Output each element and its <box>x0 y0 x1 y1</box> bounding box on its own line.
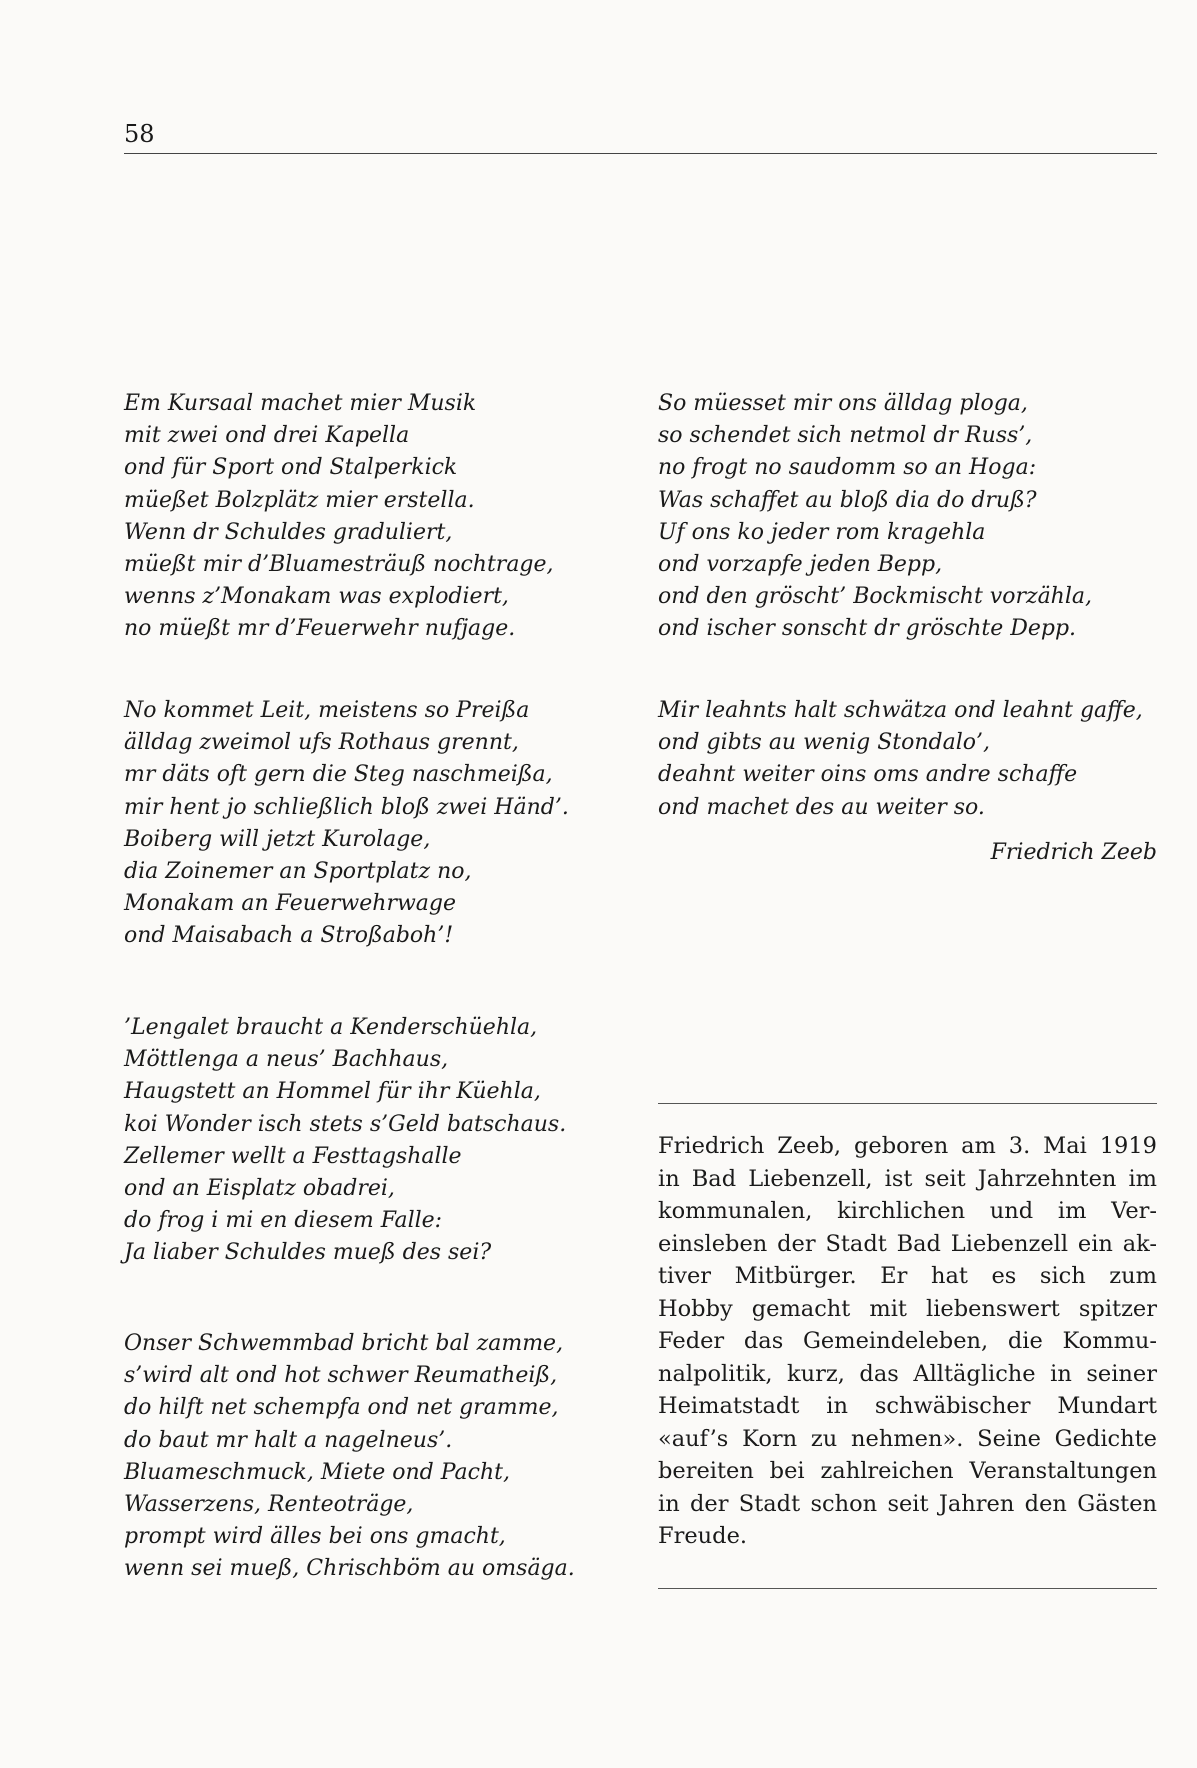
author-bio <box>658 1130 1157 1553</box>
bio-line: Freude. <box>658 1523 748 1549</box>
poem-line: Was schaffet au bloß dia do druß? <box>658 487 1037 513</box>
poem-line: Uf ons ko jeder rom kragehla <box>658 519 986 545</box>
poem-line: Monakam an Feuerwehrwage <box>124 891 457 917</box>
poem-line: do baut mr halt a nagelneus’. <box>124 1427 453 1453</box>
bio-line: Heimatstadt in schwäbischer Mundart <box>658 1393 1157 1419</box>
poem-line: Zellemer wellt a Festtagshalle <box>124 1143 462 1169</box>
poem-line: ’Lengalet braucht a Kenderschüehla, <box>124 1015 538 1040</box>
poem-stanza-4 <box>124 1328 644 1586</box>
poem-line: wenn sei mueß, Chrischböm au omsäga. <box>124 1556 575 1582</box>
poem-stanza-1 <box>124 388 644 646</box>
page-number: 58 <box>124 120 155 148</box>
bio-line: Friedrich Zeeb, geboren am 3. Mai 1919 <box>658 1133 1157 1159</box>
bio-line: kommunalen, kirchlichen und im Ver- <box>658 1198 1157 1224</box>
bio-line: Hobby gemacht mit liebenswert spitzer <box>658 1295 1157 1322</box>
poem-line: So müesset mir ons älldag ploga, <box>658 391 1028 416</box>
poem-line: Boiberg will jetzt Kurolage, <box>124 826 431 852</box>
poem-line: mr däts oft gern die Steg naschmeißa, <box>124 762 553 788</box>
poem-line: müeßet Bolzplätz mier erstella. <box>124 487 475 513</box>
poem-stanza-6 <box>658 695 1178 824</box>
bio-line: in der Stadt schon seit Jahren den Gästen <box>658 1490 1157 1517</box>
bio-line: einsleben der Stadt Bad Liebenzell ein ak- <box>658 1230 1157 1257</box>
poem-line: Mir leahnts halt schwätza ond leahnt gaffe, <box>658 698 1143 723</box>
poem-line: mit zwei ond drei Kapella <box>124 423 410 449</box>
bio-line: in Bad Liebenzell, ist seit Jahrzehnten im <box>658 1165 1157 1192</box>
poem-line: Bluameschmuck, Miete ond Pacht, <box>124 1459 510 1485</box>
poem-line: koi Wonder isch stets s’Geld batschaus. <box>124 1111 567 1137</box>
bio-line: nalpolitik, kurz, das Alltägliche in seiner <box>658 1360 1157 1387</box>
poem-line: älldag zweimol ufs Rothaus grennt, <box>124 730 519 756</box>
poem-line: dia Zoinemer an Sportplatz no, <box>124 859 472 885</box>
poem-line: prompt wird älles bei ons gmacht, <box>124 1524 506 1550</box>
poem-line: Wasserzens, Renteoträge, <box>124 1492 414 1518</box>
poem-author: Friedrich Zeeb <box>990 840 1157 865</box>
poem-line: Haugstett an Hommel für ihr Küehla, <box>124 1079 541 1105</box>
poem-line: ond vorzapfe jeden Bepp, <box>658 552 943 578</box>
poem-line: ond für Sport ond Stalperkick <box>124 455 458 481</box>
poem-line: mir hent jo schließlich bloß zwei Händ’. <box>124 794 569 820</box>
poem-line: ond machet des au weiter so. <box>658 794 985 820</box>
poem-line: do hilft net schempfa ond net gramme, <box>124 1395 559 1421</box>
bio-line: tiver Mitbürger. Er hat es sich zum <box>658 1263 1157 1289</box>
poem-line: wenns z’Monakam was explodiert, <box>124 584 509 610</box>
bio-line: Feder das Gemeindeleben, die Kommu- <box>658 1328 1157 1354</box>
poem-line: do frog i mi en diesem Falle: <box>124 1208 443 1234</box>
poem-line: Möttlenga a neus’ Bachhaus, <box>124 1047 449 1073</box>
poem-stanza-2 <box>124 695 644 953</box>
poem-line: no müeßt mr d’Feuerwehr nufjage. <box>124 616 516 642</box>
bio-top-rule <box>658 1103 1157 1104</box>
poem-line: Onser Schwemmbad bricht bal zamme, <box>124 1331 564 1356</box>
poem-line: Ja liaber Schuldes mueß des sei? <box>124 1240 492 1266</box>
poem-line: ond ischer sonscht dr gröschte Depp. <box>658 616 1077 642</box>
header-rule <box>124 153 1157 154</box>
poem-line: so schendet sich netmol dr Russ’, <box>658 423 1033 449</box>
poem-line: müeßt mir d’Bluamesträuß nochtrage, <box>124 552 554 578</box>
poem-line: deahnt weiter oins oms andre schaffe <box>658 762 1078 788</box>
poem-line: No kommet Leit, meistens so Preißa <box>124 698 530 723</box>
poem-line: ond an Eisplatz obadrei, <box>124 1176 395 1202</box>
bio-bottom-rule <box>658 1588 1157 1589</box>
poem-line: Em Kursaal machet mier Musik <box>124 391 477 416</box>
poem-line: ond gibts au wenig Stondalo’, <box>658 730 991 756</box>
poem-line: no frogt no saudomm so an Hoga: <box>658 455 1037 481</box>
poem-line: Wenn dr Schuldes graduliert, <box>124 519 453 545</box>
poem-line: ond Maisabach a Stroßaboh’! <box>124 923 454 949</box>
bio-line: bereiten bei zahlreichen Veranstaltungen <box>658 1458 1157 1484</box>
bio-line: «auf’s Korn zu nehmen». Seine Gedichte <box>658 1425 1157 1452</box>
poem-line: ond den gröscht’ Bockmischt vorzähla, <box>658 584 1092 610</box>
poem-stanza-3 <box>124 1012 644 1270</box>
poem-line: s’wird alt ond hot schwer Reumatheiß, <box>124 1363 558 1389</box>
poem-stanza-5 <box>658 388 1178 646</box>
